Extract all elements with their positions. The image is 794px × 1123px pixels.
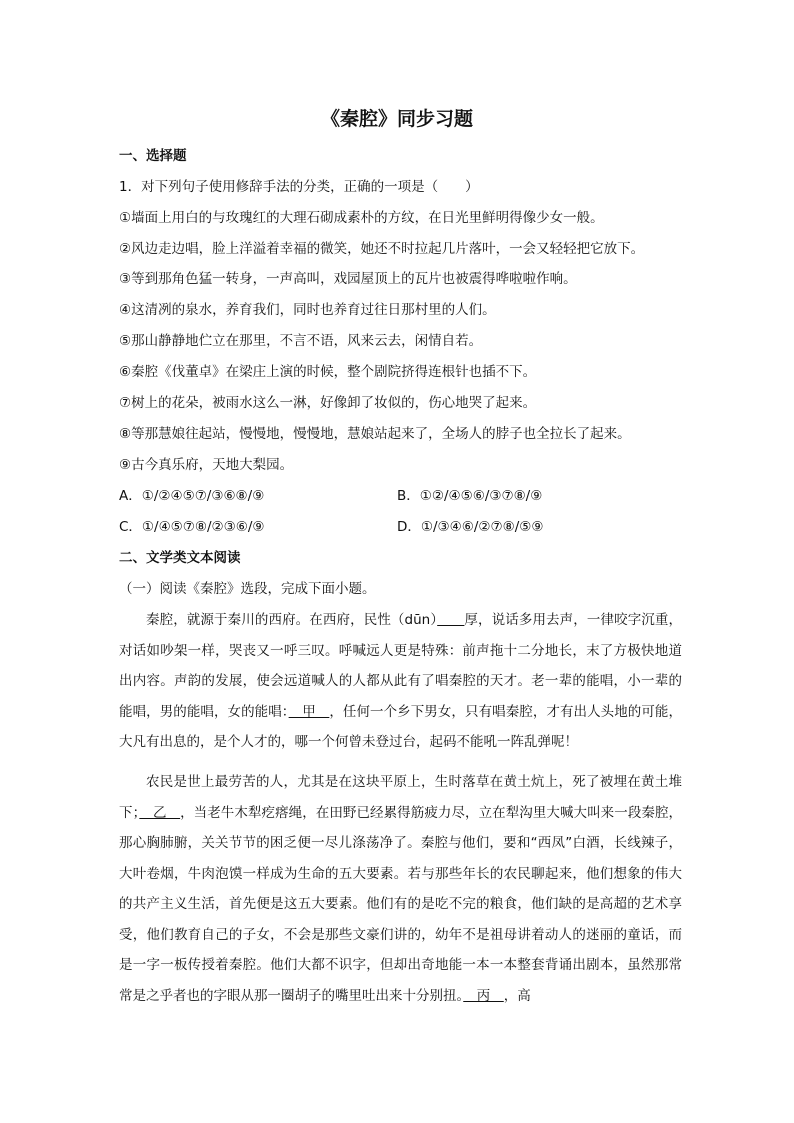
sentence-item-8: ⑧等那慧娘往起站，慢慢地，慢慢地，慧娘站起来了，全场人的脖子也全拉长了起来。	[119, 426, 631, 442]
sentence-item-1: ①墙面上用白的与玫瑰红的大理石砌成素朴的方纹，在日光里鲜明得像少女一般。	[119, 210, 604, 226]
blank-bing[interactable]: 丙	[463, 987, 504, 1004]
sentence-item-3: ③等到那角色猛一转身，一声高叫，戏园屋顶上的瓦片也被震得哗啦啦作响。	[119, 271, 577, 287]
sentence-item-7: ⑦树上的花朵，被雨水这么一淋，好像卸了妆似的，伤心地哭了起来。	[119, 395, 537, 411]
section1-heading: 一、选择题	[119, 148, 187, 164]
option-d[interactable]: D．①/③④⑥/②⑦⑧/⑤⑨	[397, 519, 544, 535]
option-a[interactable]: A．①/②④⑤⑦/③⑥⑧/⑨	[119, 488, 265, 504]
sentence-item-4: ④这清冽的泉水，养育我们，同时也养育过往日那村里的人们。	[119, 302, 496, 318]
paragraph-text: 秦腔，就源于秦川的西府。在西府，民性（dūn）	[146, 612, 438, 628]
sentence-item-2: ②风边走边唱，脸上洋溢着幸福的微笑，她还不时拉起几片落叶，一会又轻轻把它放下。	[119, 241, 645, 257]
blank-jia[interactable]: 甲	[288, 703, 330, 720]
passage-paragraph-1	[119, 605, 682, 758]
paragraph-text: 厚，说话多用去声，一律咬字沉重，对话如吵架一样，哭丧又一呼三叹。呼喊远人更是特殊：前声拖十二分地长，末了方极快地道出内容。声韵的发展，使会远道喊人的人都从此有了唱秦腔的天才。老一辈的能唱，小一辈的能唱，男的能唱，女的能唱：	[119, 612, 683, 720]
page-title: 《秦腔》同步习题	[320, 108, 473, 130]
option-b[interactable]: B．①②/④⑤⑥/③⑦⑧/⑨	[397, 488, 543, 504]
section2-heading: 二、文学类文本阅读	[119, 550, 241, 566]
paragraph-text: ，当老牛木犁疙瘩绳，在田野已经累得筋疲力尽，立在犁沟里大喊大叫来一段秦腔，那心胸肺腑，关关节节的困乏便一尽儿涤荡净了。秦腔与他们，要和“西凤”白酒，长线辣子，大叶卷烟，牛肉泡馍一样成为生命的五大要素。若与那些年长的农民聊起来，他们想象的伟大的共产主义生活，首先便是这五大要素。他们有的是吃不完的粮食，他们缺的是高超的艺术享受，他们教育自己的子女，不会是那些文豪们讲的，幼年不是祖母讲着动人的迷丽的童话，而是一字一板传授着秦腔。他们大都不识字，但却出奇地能一本一本整套背诵出剧本，虽然那常常是之乎者也的字眼从那一圈胡子的嘴里吐出来十分别扭。	[119, 804, 683, 1004]
sentence-item-9: ⑨古今真乐府，天地大梨园。	[119, 457, 294, 473]
blank-yi[interactable]: 乙	[139, 804, 181, 821]
passage-paragraph-2	[119, 767, 682, 1011]
option-c[interactable]: C．①/④⑤⑦⑧/②③⑥/⑨	[119, 519, 265, 535]
paragraph-text: ，任何一个乡下男女，只有唱秦腔，才有出人头地的可能，大凡有出息的，是个人才的，哪一个何曾未登过台，起码不能吼一阵乱弹呢！	[119, 703, 683, 750]
question-stem: 1．对下列句子使用修辞手法的分类，正确的一项是（ ）	[119, 179, 479, 195]
paragraph-text: 农民是世上最劳苦的人，尤其是在这块平原上，生时落草在黄土炕上，死了被埋在黄土堆下；	[119, 774, 682, 821]
blank-dun[interactable]	[437, 612, 464, 628]
sentence-item-5: ⑤那山静静地伫立在那里，不言不语，风来云去，闲情自若。	[119, 333, 483, 349]
reading-intro: （一）阅读《秦腔》选段，完成下面小题。	[119, 581, 376, 597]
paragraph-text: ，高	[503, 987, 531, 1004]
sentence-item-6: ⑥秦腔《伐董卓》在梁庄上演的时候，整个剧院挤得连根针也插不下。	[119, 364, 537, 380]
